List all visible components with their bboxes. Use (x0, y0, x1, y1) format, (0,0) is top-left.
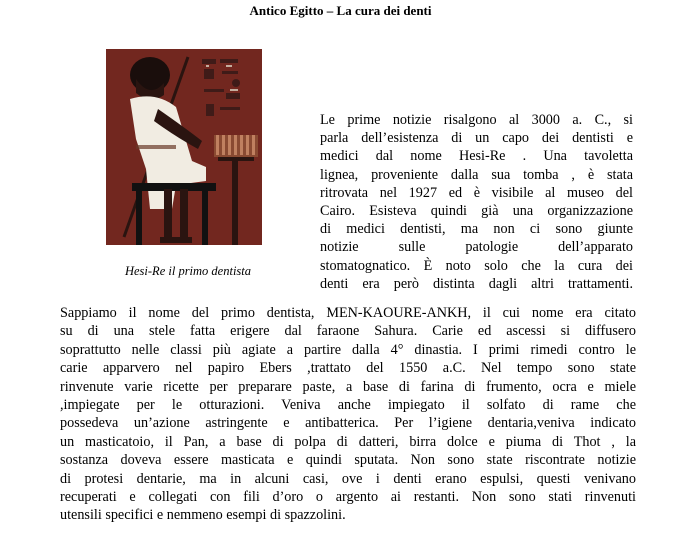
text-line: denti era però distinta dagli altri trattamenti. (320, 275, 633, 292)
text-line: di protesi dentarie, ma in alcuni casi, ove i denti erano espulsi, questi venivano (60, 470, 636, 487)
text-line: un masticatoio, il Pan, a base di polpa di datteri, birra dolce e piuma di Thot , la (60, 433, 636, 450)
text-line: stomatognatico. È noto solo che la cura dei (320, 257, 633, 274)
hesi-re-relief-illustration (106, 49, 262, 245)
text-line: notizie sulle patologie dell’apparato (320, 239, 633, 256)
text-line: Sappiamo il nome del primo dentista, MEN-KAOURE-ANKH, il cui nome era citato (60, 305, 636, 321)
text-line: rinvenute varie ricette per preparare paste, a base di farina di frumento, ocra e miele (60, 378, 636, 395)
figure-caption: Hesi-Re il primo dentista (124, 264, 252, 278)
text-line: parla dell’esistenza di un capo dei dentisti e (320, 130, 633, 147)
text-line: sostanza doveva essere masticata e quindi sputata. Non sono state riscontrate notizie (60, 452, 636, 469)
text-line: su di una stele fatta erigere dal faraone Sahura. Carie ed ascessi si diffusero (60, 323, 636, 340)
intro-paragraph (320, 111, 633, 293)
text-line: medici dal nome Hesi-Re . Una tavoletta (320, 148, 633, 165)
text-line: recuperati e collegati con fili d’oro o argento ai restanti. Non sono stati rinvenuti (60, 489, 636, 506)
main-paragraph (60, 304, 636, 525)
document-title: Antico Egitto – La cura dei denti (249, 3, 432, 18)
text-line: ,impiegate per le otturazioni. Veniva anche impiegato il solfato di rame che (60, 397, 636, 414)
text-line: Le prime notizie risalgono al 3000 a. C., si (320, 112, 633, 128)
text-line: soprattutto nelle classi più agiate a partire dalla 4° dinastia. I primi rimedi contro le (60, 341, 636, 358)
text-line: Cairo. Esisteva quindi già una organizzazione (320, 203, 633, 220)
text-line: carie apparvero nel papiro Ebers ,trattato del 1550 a.C. Nel tempo sono state (60, 360, 636, 377)
text-line: possedeva un’azione astringente e antibatterica. Per l’igiene dentaria,veniva indicato (60, 415, 636, 432)
text-line: lignea, proveniente dalla sua tomba , è stata (320, 166, 633, 183)
hesi-re-relief-image (106, 49, 262, 245)
text-line: di medici dentisti, ma non ci sono giunte (320, 221, 633, 238)
text-line: utensili specifici e nemmeno esempi di spazzolini. (60, 507, 346, 524)
text-line: ritrovata nel 1927 ed è visibile al museo del (320, 184, 633, 201)
